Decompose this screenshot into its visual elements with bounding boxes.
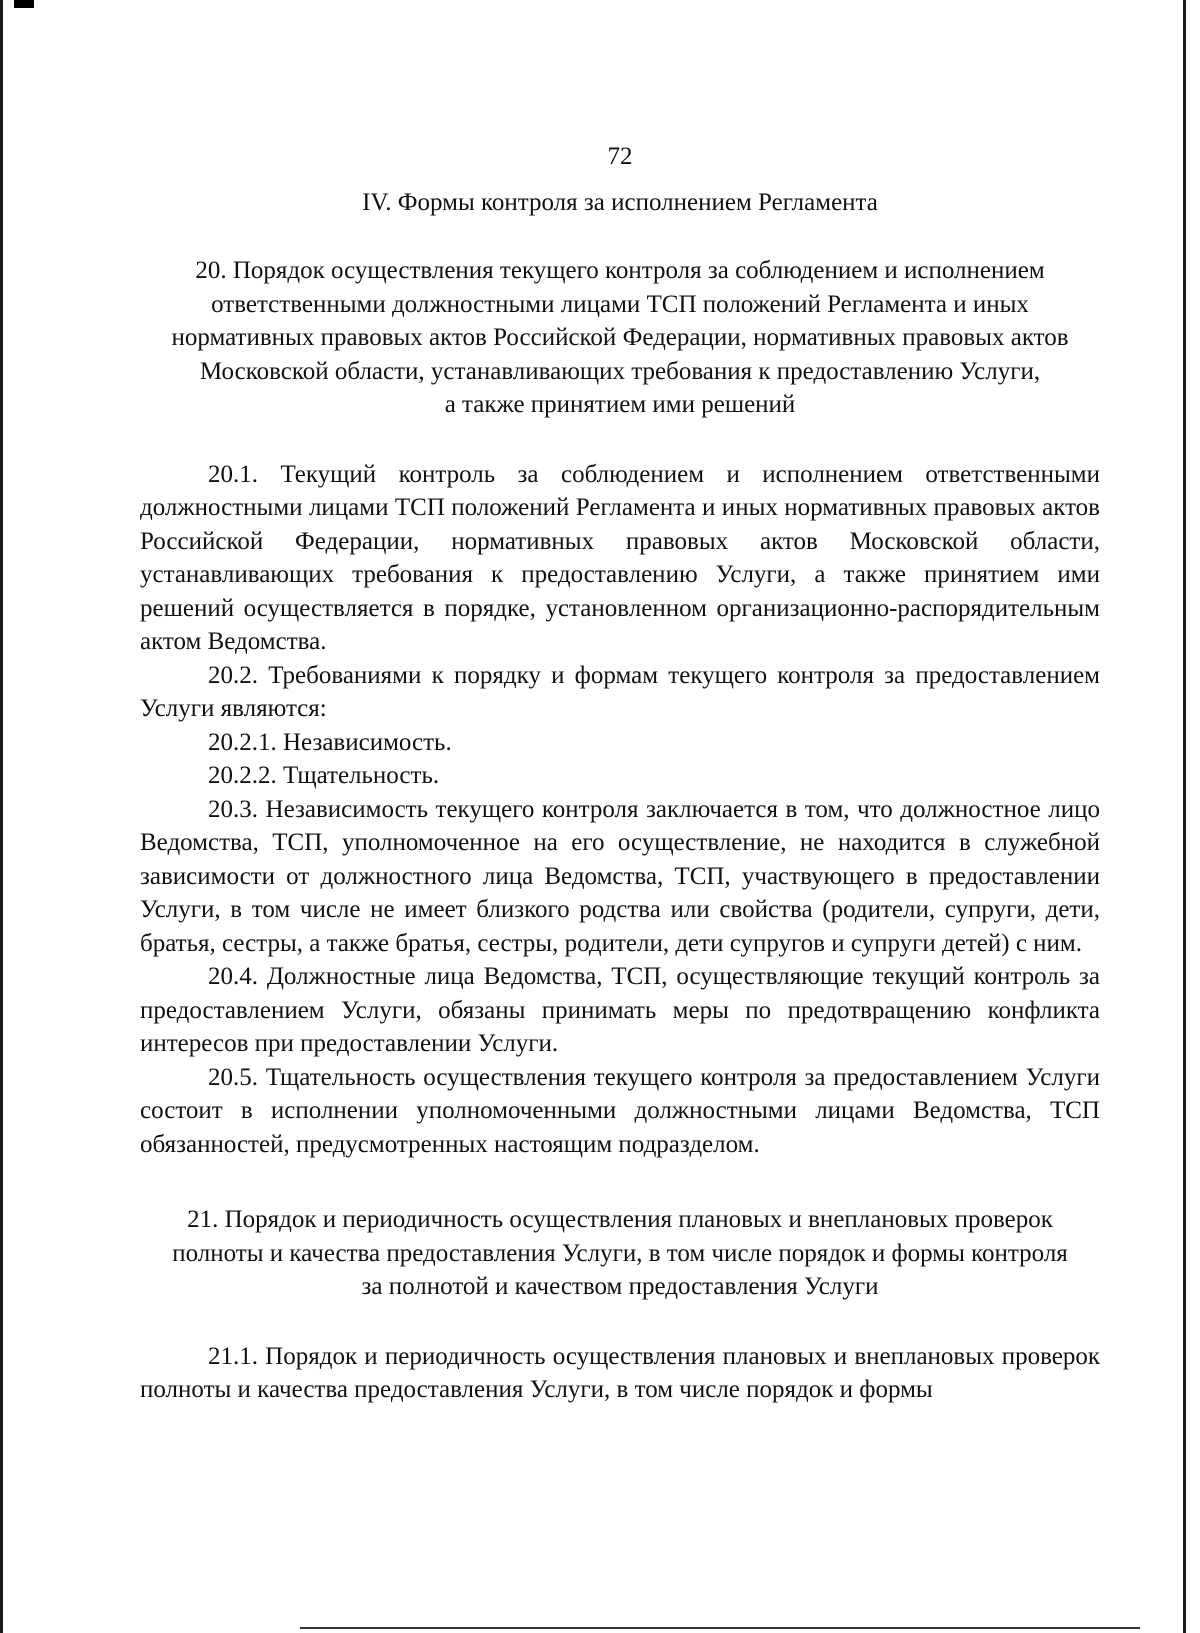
paragraph-20-3: 20.3. Независимость текущего контроля заключается в том, что должностное лицо Ведомства, ТСП, уполномоченное на его осуществление, не находится в служебной зависимости от должностного лица Ведомства, ТСП, участвующего в предоставлении Услуги, в том числе не имеет близкого родства или свойства (родители, супруги, дети, братья, сестры, а также братья, сестры, родители, дети супругов и супруги детей) с ним. [140, 795, 1100, 957]
page-number: 72 [607, 143, 633, 170]
heading-20 [140, 254, 1100, 422]
paragraph-20-4: 20.4. Должностные лица Ведомства, ТСП, осуществляющие текущий контроль за предоставлением Услуги, обязаны принимать меры по предотвращению конфликта интересов при предоставлении Услуги. [140, 963, 1100, 1057]
heading-line: за полнотой и качеством предоставления Услуги [361, 1273, 879, 1300]
scan-edge-left [0, 0, 3, 1633]
heading-21 [140, 1203, 1100, 1304]
scan-edge-bottom [300, 1627, 1140, 1629]
paragraph-21-1: 21.1. Порядок и периодичность осуществления плановых и внеплановых проверок полноты и качества предоставления Услуги, в том числе порядок и формы [140, 1342, 1100, 1403]
section-title: IV. Формы контроля за исполнением Регламента [362, 188, 878, 216]
heading-line: 20. Порядок осуществления текущего контроля за соблюдением и исполнением [195, 257, 1045, 284]
scan-edge-top [14, 0, 34, 8]
section-21-body [140, 1340, 1100, 1407]
heading-line: нормативных правовых актов Российской Федерации, нормативных правовых актов [171, 324, 1069, 351]
heading-line: полноты и качества предоставления Услуги, в том числе порядок и формы контроля [172, 1239, 1068, 1267]
paragraph-20-1: 20.1. Текущий контроль за соблюдением и исполнением ответственными должностными лицами ТСП положений Регламента и иных нормативных правовых актов Российской Федерации, нормативных правовых актов Московской области, устанавливающих требования к предоставлению Услуги, а также принятием ими решений осуществляется в порядке, установленном организационно-распорядительным актом Ведомства. [140, 460, 1100, 655]
section-20-body [140, 458, 1100, 1162]
scan-edge-right [1183, 0, 1186, 1633]
paragraph-20-5: 20.5. Тщательность осуществления текущего контроля за предоставлением Услуги состоит в исполнении уполномоченными должностными лицами Ведомства, ТСП обязанностей, предусмотренных настоящим подразделом. [140, 1063, 1100, 1158]
heading-line: 21. Порядок и периодичность осуществления плановых и внеплановых проверок [187, 1206, 1053, 1233]
paragraph-20-2: 20.2. Требованиями к порядку и формам текущего контроля за предоставлением Услуги являются: [140, 661, 1100, 722]
paragraph-20-2-1: 20.2.1. Независимость. [208, 728, 452, 756]
paragraph-20-2-2: 20.2.2. Тщательность. [208, 762, 440, 789]
heading-line: ответственными должностными лицами ТСП положений Регламента и иных [211, 290, 1029, 318]
heading-line: Московской области, устанавливающих требования к предоставлению Услуги, [199, 357, 1041, 385]
heading-line: а также принятием ими решений [444, 391, 796, 418]
document-content [140, 140, 1100, 1407]
